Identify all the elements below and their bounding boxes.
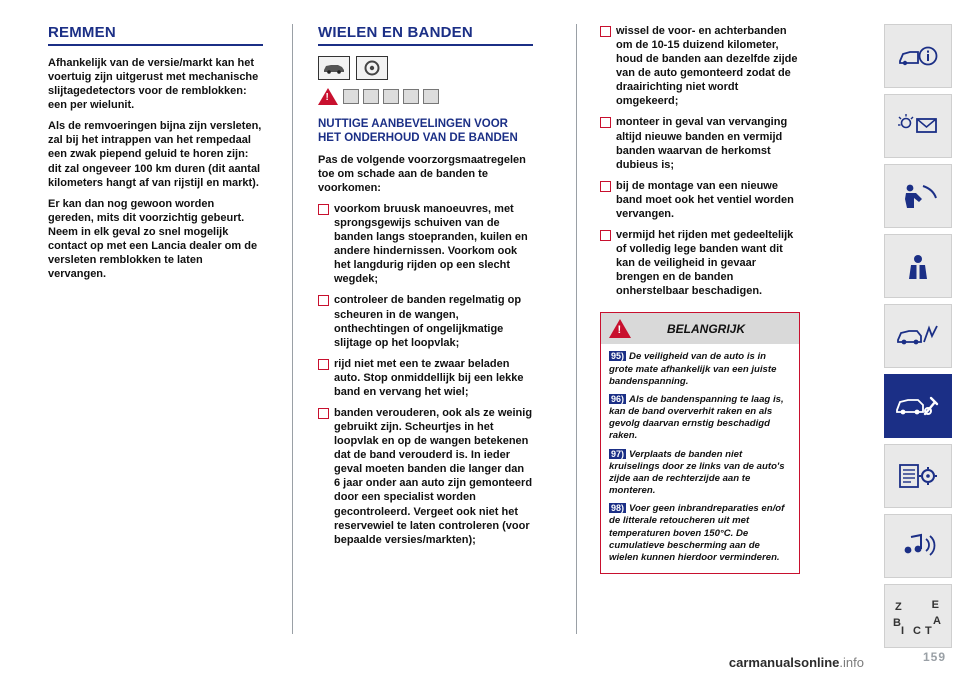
reference-mark: [363, 89, 379, 104]
index-letter: T: [925, 625, 932, 637]
page-number: 159: [922, 650, 946, 664]
column-divider-1: [292, 24, 293, 634]
section-title-remmen: REMMEN: [48, 24, 263, 46]
list-item-text: wissel de voor- en achterbanden om de 10-15 duizend kilometer, houd de banden aan dezelfde zijde van de auto gemonteerd zodat de draairichting niet wordt omgekeerd;: [616, 25, 798, 108]
bullet-square-icon: [600, 181, 611, 192]
index-letter: A: [933, 615, 941, 627]
list-item: [318, 202, 533, 286]
bullet-square-icon: [318, 295, 329, 306]
important-item-number: 96): [611, 393, 625, 404]
reference-mark: [403, 89, 419, 104]
important-item: [609, 449, 791, 498]
bullet-square-icon: [318, 408, 329, 419]
reference-mark: [343, 89, 359, 104]
important-callout: [600, 312, 800, 574]
index-letter: B: [893, 617, 901, 629]
important-callout-header: [601, 313, 799, 344]
list-item: [318, 357, 533, 399]
warning-lights-icon: [897, 113, 939, 139]
chapter-tab-maintenance[interactable]: [884, 374, 952, 438]
list-item: [600, 228, 800, 298]
list-item-text: rijd niet met een te zwaar beladen auto. Stop onmiddellijk bij een lekke band en vervang het wiel;: [334, 357, 524, 398]
chapter-tab-warning-lights[interactable]: [884, 94, 952, 158]
paragraph: Als de remvoeringen bijna zijn versleten, zal bij het intrappen van het rempedaal een zwak piepend geluid te horen zijn: dit zal ongeveer 100 km duren (dit aantal kilometers hangt af van rijstijl en markt).: [48, 120, 262, 189]
index-letter: E: [931, 599, 939, 611]
bullet-square-icon: [318, 204, 329, 215]
chapter-tab-safety[interactable]: [884, 234, 952, 298]
paragraph: Afhankelijk van de versie/markt kan het voertuig zijn uitgerust met mechanische slijtagedetectors voor de remblokken: een per wielunit.: [48, 57, 259, 112]
bullet-square-icon: [600, 117, 611, 128]
multimedia-icon: [897, 533, 939, 559]
important-callout-title: BELANGRIJK: [666, 321, 745, 336]
index-letter: C: [913, 625, 921, 637]
list-item-text: monteer in geval van vervanging altijd nieuwe banden en vermijd banden waarvan de herkomst dubieus is;: [616, 116, 788, 171]
list-item-text: banden verouderen, ook als ze weinig gebruikt zijn. Scheurtjes in het loopvlak en op de wangen betekenen dat de band verouderd is. In ieder geval moeten banden die langer dan 6 jaar onder aan auto zijn gemonteerd door een specialist worden gecontroleerd. Vergeet ook niet het reservewiel te laten controleren (voor bepaalde versies/markten);: [334, 407, 533, 546]
warning-triangle-icon: [318, 88, 338, 105]
warning-reference-row: [318, 88, 533, 105]
bullet-square-icon: [318, 359, 329, 370]
section-title-wielen-en-banden: WIELEN EN BANDEN: [318, 24, 533, 46]
list-item-text: bij de montage van een nieuwe band moet ook het ventiel worden vervangen.: [616, 179, 794, 220]
bullet-square-icon: [600, 230, 611, 241]
important-item-text: De veiligheid van de auto is in grote mate afhankelijk van een juiste bandenspanning.: [609, 351, 777, 387]
list-item: [318, 293, 533, 349]
car-icon: [318, 56, 350, 80]
important-item: [609, 351, 791, 388]
steering-wheel-icon: [901, 251, 935, 281]
pictogram-row: [318, 56, 533, 80]
important-callout-body: [601, 344, 799, 573]
important-item-number: 95): [611, 351, 625, 362]
paragraph: Er kan dan nog gewoon worden gereden, mits dit voorzichtig gebeurt. Neem in elk geval zo snel mogelijk contact op met een Lancia dealer om de versleten remblokken te laten vervangen.: [48, 197, 258, 281]
dashboard-info-icon: [898, 43, 938, 69]
important-item-number: 98): [611, 503, 625, 514]
accident-icon: [896, 323, 940, 349]
chapter-tab-index[interactable]: [884, 584, 952, 648]
emergency-icon: [898, 182, 938, 210]
index-letter: Z: [895, 601, 902, 613]
watermark-suffix: .info: [839, 655, 864, 670]
reference-mark: [383, 89, 399, 104]
important-item-text: Voer geen inbrandreparaties en/of de litterale retoucheren uit met temperaturen boven 150°C. De cumulatieve bescherming aan de wielen kunnen hierdoor verminderen.: [609, 503, 785, 563]
chapter-tab-emergency[interactable]: [884, 164, 952, 228]
subsection-title-onderhoud-banden: NUTTIGE AANBEVELINGEN VOOR HET ONDERHOUD VAN DE BANDEN: [318, 118, 518, 145]
important-item-number: 97): [611, 448, 625, 459]
list-item-text: vermijd het rijden met gedeeltelijk of volledig lege banden want dit kan de veiligheid in gevaar brengen en de banden onherstelbaar beschadigen.: [616, 229, 794, 298]
index-letter: I: [901, 625, 905, 637]
warning-triangle-icon: [609, 319, 631, 338]
column-wheels-tires: [318, 24, 533, 634]
list-item: [600, 24, 800, 108]
chapter-tab-specifications[interactable]: [884, 444, 952, 508]
chapter-tab-driving[interactable]: [884, 304, 952, 368]
important-item: [609, 503, 791, 564]
important-item-text: Verplaats de banden niet kruiselings door ze links van de auto's zijde aan de rechterzijde aan te monteren.: [609, 448, 785, 497]
list-item-text: voorkom bruusk manoeuvres, met sprongsgewijs schuiven van de banden langs stoepranden, kuilen en andere hindernissen. Voorkom ook het langdurig rijden op een slecht wegdek;: [334, 202, 528, 286]
bullet-square-icon: [600, 26, 611, 37]
chapter-tab-dashboard[interactable]: [884, 24, 952, 88]
specifications-icon: [897, 462, 939, 490]
chapter-tab-multimedia[interactable]: [884, 514, 952, 578]
list-item-text: controleer de banden regelmatig op scheuren in de wangen, onthechtingen of ongelijkmatige slijtage op het loopvlak;: [334, 294, 522, 349]
maintenance-icon: [895, 392, 941, 420]
column-brakes: [48, 24, 263, 634]
important-item: [609, 394, 791, 443]
column-tires-continued: [600, 24, 800, 634]
list-item: [318, 406, 533, 547]
tire-icon: [356, 56, 388, 80]
paragraph-intro: Pas de volgende voorzorgsmaatregelen toe om schade aan de banden te voorkomen:: [318, 153, 526, 194]
chapter-index-rail: [884, 24, 950, 648]
warning-reference-marks: [343, 89, 439, 104]
list-item: [600, 179, 800, 221]
list-item: [600, 115, 800, 171]
watermark: [729, 655, 864, 670]
watermark-text: carmanualsonline: [728, 655, 840, 670]
reference-mark: [423, 89, 439, 104]
column-divider-2: [576, 24, 577, 634]
important-item-text: Als de bandenspanning te laag is, kan de band oververhit raken en als gevolg daarvan ernstig beschadigd raken.: [609, 393, 784, 442]
